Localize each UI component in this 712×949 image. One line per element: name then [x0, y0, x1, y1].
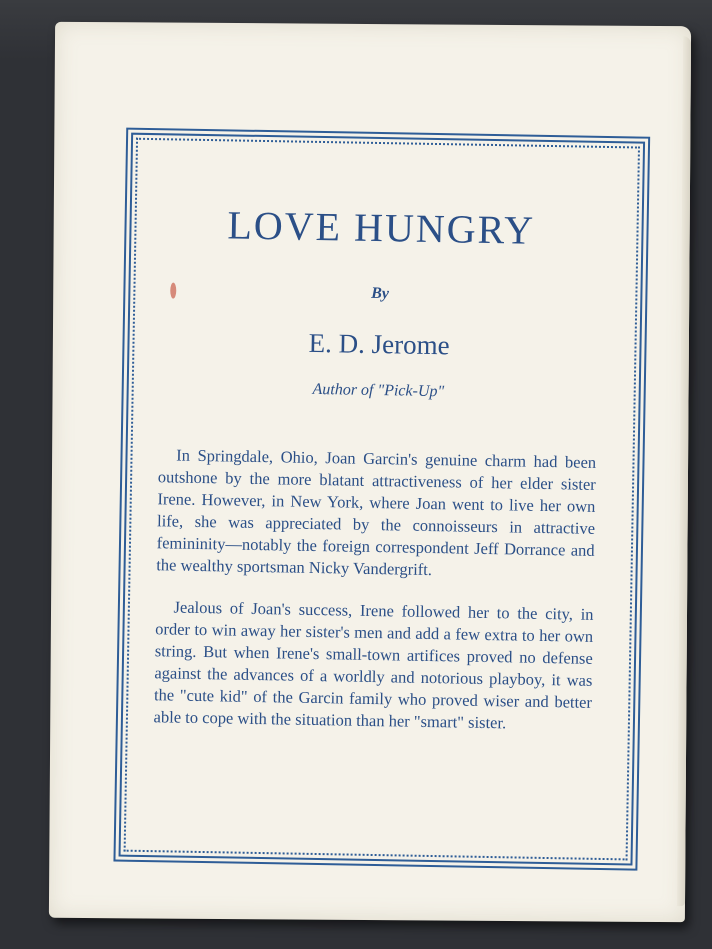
blurb-paragraph: Jealous of Joan's success, Irene followed her to the city, in order to win away her sister's men and add a few extra to her own string. But when Irene's small-town artifices proved no defense against the advances of a worldly and notorious playboy, it was the "cute kid" of the Garcin family who proved wiser and better able to cope with the situation than her "smart" sister. — [153, 597, 594, 733]
cover-content — [147, 180, 607, 756]
author-name: E. D. Jerome — [308, 327, 450, 361]
page-edge — [677, 36, 691, 906]
author-of-line: Author of "Pick-Up" — [312, 380, 445, 401]
book-title: LOVE HUNGRY — [227, 202, 536, 253]
by-label: By — [371, 284, 390, 303]
blurb-paragraph: In Springdale, Ohio, Joan Garcin's genuine charm had been outshone by the more blatant attractiveness of her elder sister Irene. However, in New York, where Joan went to live her own life, she was appreciated by the connoisseurs in attractive femininity—notably the foreign correspondent Jeff Dorrance and the wealthy sportsman Nicky Vandergrift. — [156, 445, 597, 580]
book-back-cover — [49, 22, 691, 922]
blurb — [147, 444, 602, 736]
